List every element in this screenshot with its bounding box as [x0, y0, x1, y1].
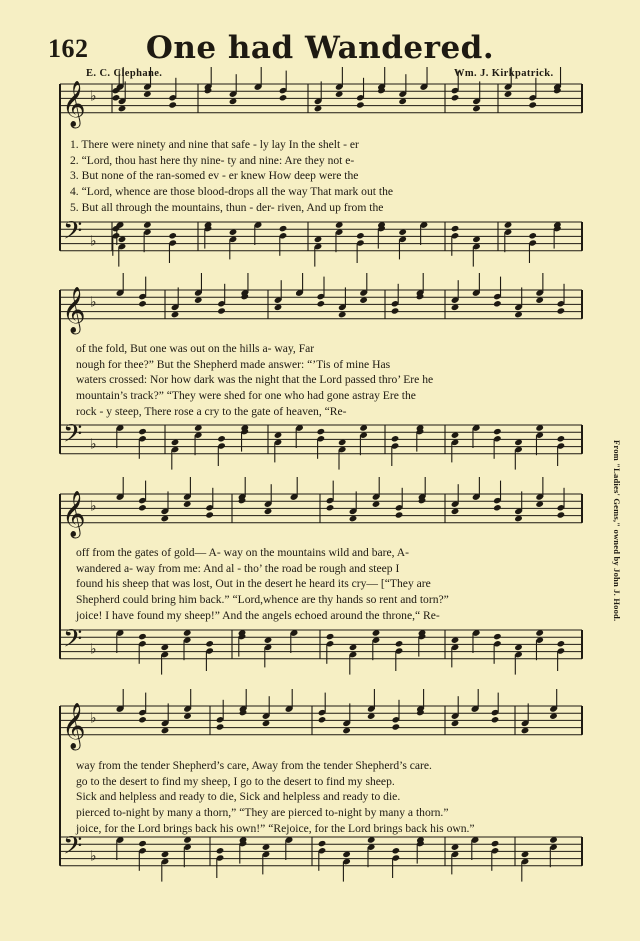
lyric-line — [70, 202, 383, 214]
lyric-line — [76, 823, 475, 835]
note-head — [112, 94, 121, 101]
lyric-text: “Lord, thou hast here thy nine- ty and nine: Are they not e- — [81, 153, 355, 167]
note-head — [493, 300, 502, 307]
lyric-line — [70, 186, 393, 198]
lyric-line — [76, 594, 449, 606]
note-head — [138, 300, 147, 307]
note-head — [451, 94, 460, 101]
lyric-line — [76, 791, 400, 803]
treble-clef-icon: 𝄞 — [62, 80, 86, 127]
note-head — [528, 101, 537, 108]
note-head — [205, 640, 214, 647]
lyric-text: found his sheep that was lost, Out in the desert he heard its cry— [“They are — [76, 577, 431, 591]
note-head — [557, 435, 566, 442]
lyric-text: rock - y steep, There rose a cry to the gate of heaven, “Re- — [76, 404, 347, 418]
lyric-text: Sick and helpless and ready to die, Sick and helpless and ready to die. — [76, 790, 401, 804]
lyric-text: But all through the mountains, thun - der- riven, And up from the — [81, 200, 384, 214]
bass-clef-icon: 𝄢 — [63, 419, 83, 455]
note-head — [491, 716, 500, 723]
lyric-text: way from the tender Shepherd’s care, Away from the tender Shepherd’s care. — [76, 759, 432, 772]
note-head — [356, 232, 365, 239]
lyric-text: joice, for the Lord brings back his own!” “Rejoice, for the Lord brings back his own.” — [76, 821, 475, 835]
lyric-line — [76, 343, 314, 355]
lyricist-credit: E. C. Clephane. — [86, 68, 163, 79]
note-head — [205, 511, 214, 518]
lyric-text: nough for thee?” But the Shepherd made answer: “’Tis of mine Has — [76, 357, 391, 371]
lyric-text: wandered a- way from me: And al - tho’ the road be rough and steep I — [76, 561, 400, 575]
lyric-line — [76, 610, 440, 622]
note-head — [279, 94, 288, 101]
note-head — [216, 847, 225, 854]
note-head — [392, 847, 401, 854]
treble-clef-icon: 𝄞 — [62, 490, 86, 537]
note-head — [279, 225, 288, 232]
lyric-text: go to the desert to find my sheep, I go to the desert to find my sheep. — [76, 774, 395, 788]
note-head — [168, 101, 177, 108]
flat-icon: ♭ — [90, 436, 97, 453]
note-head — [395, 511, 404, 518]
verse-number: 1. — [70, 138, 82, 151]
hymn-title: One had Wandered. — [145, 30, 495, 66]
verse-number: 4. — [70, 185, 82, 199]
note-head — [168, 232, 177, 239]
note-head — [391, 307, 400, 314]
lyric-line — [70, 155, 354, 167]
lyric-text: Shepherd could bring him back.” “Lord,whence are thy hands so rent and torn?” — [76, 593, 449, 607]
verse-number: 2. — [70, 153, 82, 167]
lyric-line — [70, 170, 358, 182]
note-head — [528, 232, 537, 239]
note-head — [317, 428, 326, 435]
note-head — [392, 723, 401, 730]
note-head — [493, 633, 502, 640]
note-head — [138, 633, 147, 640]
lyric-text: joice! I have found my sheep!” And the angels echoed around the throne,“ Re- — [76, 608, 440, 622]
lyric-line — [76, 390, 416, 402]
flat-icon: ♭ — [90, 233, 97, 250]
note-head — [317, 300, 326, 307]
flat-icon: ♭ — [90, 498, 97, 515]
lyric-line — [76, 359, 390, 371]
lyric-text: mountain’s track?” “They were shed for one who had gone astray Ere the — [76, 389, 416, 403]
verse-number: 5. — [70, 200, 82, 214]
page-number: 162 — [48, 34, 89, 63]
note-head — [217, 307, 226, 314]
lyric-text: of the fold, But one was out on the hills a- way, Far — [76, 342, 315, 355]
note-head — [395, 640, 404, 647]
note-head — [326, 633, 335, 640]
verse-number: 3. — [70, 169, 82, 183]
note-head — [493, 428, 502, 435]
bass-clef-icon: 𝄢 — [63, 624, 83, 660]
treble-clef-icon: 𝄞 — [62, 702, 86, 749]
note-head — [216, 723, 225, 730]
note-head — [557, 307, 566, 314]
lyric-text: “Lord, whence are those blood-drops all the way That mark out the — [81, 185, 394, 199]
lyric-line — [76, 807, 448, 819]
composer-credit: Wm. J. Kirkpatrick. — [454, 68, 554, 79]
bass-clef-icon: 𝄢 — [63, 216, 83, 252]
lyric-line — [70, 139, 359, 151]
note-head — [557, 511, 566, 518]
lyric-text: pierced to-night by many a thorn,” “They are pierced to-night by many a thorn.” — [76, 806, 449, 820]
lyric-text: waters crossed: Nor how dark was the night that the Lord passed thro’ Ere he — [76, 373, 434, 387]
flat-icon: ♭ — [90, 88, 97, 105]
note-head — [138, 428, 147, 435]
note-head — [557, 640, 566, 647]
note-head — [138, 504, 147, 511]
lyric-line — [76, 374, 433, 386]
note-head — [138, 716, 147, 723]
bass-clef-icon: 𝄢 — [63, 831, 83, 867]
note-head — [318, 840, 327, 847]
note-head — [356, 101, 365, 108]
flat-icon: ♭ — [90, 848, 97, 865]
note-head — [318, 716, 327, 723]
flat-icon: ♭ — [90, 294, 97, 311]
flat-icon: ♭ — [90, 710, 97, 727]
note-head — [493, 504, 502, 511]
lyric-text: There were ninety and nine that safe - ly lay In the shelt - er — [81, 138, 359, 151]
note-head — [451, 225, 460, 232]
treble-clef-icon: 𝄞 — [62, 286, 86, 333]
flat-icon: ♭ — [90, 641, 97, 658]
note-head — [326, 504, 335, 511]
lyric-line — [76, 760, 432, 772]
lyric-line — [76, 776, 395, 788]
lyric-text: But none of the ran-somed ev - er knew How deep were the — [81, 169, 359, 183]
lyric-line — [76, 578, 431, 590]
lyric-line — [76, 406, 347, 418]
note-head — [391, 435, 400, 442]
copyright-note: From "Ladies' Gems," owned by John J. Hood. — [612, 440, 622, 622]
lyric-line — [76, 547, 409, 559]
note-head — [491, 840, 500, 847]
lyric-line — [76, 563, 399, 575]
note-head — [217, 435, 226, 442]
lyric-text: off from the gates of gold— A- way on the mountains wild and bare, A- — [76, 546, 410, 559]
note-head — [138, 840, 147, 847]
